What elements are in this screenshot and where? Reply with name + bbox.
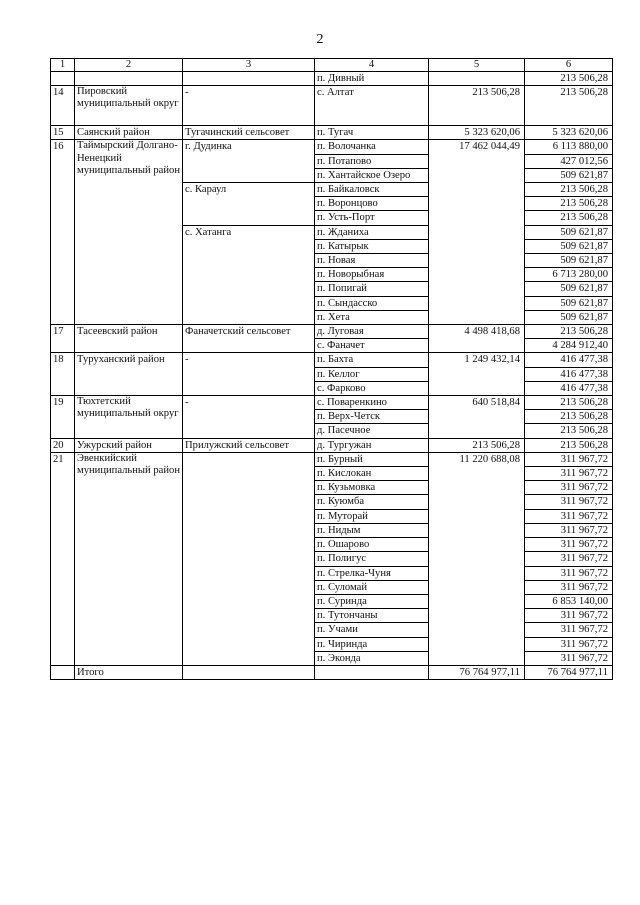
amount-cell: 5 323 620,06: [525, 126, 613, 140]
amount-cell: 6 713 280,00: [525, 268, 613, 282]
total-cell: 213 506,28: [429, 86, 525, 126]
amount-cell: 311 967,72: [525, 481, 613, 495]
amount-cell: 311 967,72: [525, 637, 613, 651]
settlement-cell: п. Кислокан: [315, 467, 429, 481]
col-header-5: 5: [429, 59, 525, 72]
settlement-cell: п. Келлог: [315, 367, 429, 381]
grand-total-cell: 76 764 977,11: [429, 665, 525, 679]
table-row: [51, 126, 613, 140]
amount-cell: 311 967,72: [525, 509, 613, 523]
amount-cell: 213 506,28: [525, 183, 613, 197]
settlement-cell: п. Учами: [315, 623, 429, 637]
settlement-cell: п. Бурный: [315, 452, 429, 466]
col-header-6: 6: [525, 59, 613, 72]
row-number: 18: [51, 353, 75, 396]
amount-cell: 213 506,28: [525, 86, 613, 126]
amount-cell: 509 621,87: [525, 282, 613, 296]
amount-cell: 213 506,28: [525, 211, 613, 225]
total-cell: 1 249 432,14: [429, 353, 525, 396]
subdivision-cell: -: [183, 396, 315, 439]
row-number: 21: [51, 452, 75, 665]
settlement-cell: д. Луговая: [315, 325, 429, 339]
row-number: 19: [51, 396, 75, 439]
settlement-cell: п. Усть-Порт: [315, 211, 429, 225]
amount-cell: 311 967,72: [525, 538, 613, 552]
total-row: [51, 665, 613, 679]
table-row: [51, 438, 613, 452]
settlement-cell: п. Верх-Четск: [315, 410, 429, 424]
amount-cell: 509 621,87: [525, 168, 613, 182]
settlement-cell: п. Полигус: [315, 552, 429, 566]
settlement-cell: п. Суломай: [315, 580, 429, 594]
amount-cell: 213 506,28: [525, 396, 613, 410]
amount-cell: 311 967,72: [525, 552, 613, 566]
subdivision-cell: г. Дудинка: [183, 140, 315, 183]
subdivision-cell: [183, 452, 315, 665]
col-header-3: 3: [183, 59, 315, 72]
district-cell: Эвенкийский муниципальный район: [75, 452, 183, 665]
settlement-cell: п. Попигай: [315, 282, 429, 296]
amount-cell: 4 284 912,40: [525, 339, 613, 353]
total-cell: 4 498 418,68: [429, 325, 525, 353]
settlement-cell: п. Кузьмовка: [315, 481, 429, 495]
subdivision-cell: Фаначетский сельсовет: [183, 325, 315, 353]
district-cell: Ужурский район: [75, 438, 183, 452]
subdivision-cell: -: [183, 86, 315, 126]
amount-cell: 311 967,72: [525, 623, 613, 637]
amount-cell: 213 506,28: [525, 424, 613, 438]
subdivision-cell: Прилужский сельсовет: [183, 438, 315, 452]
settlement-cell: п. Тугач: [315, 126, 429, 140]
table-row: [51, 353, 613, 367]
amount-cell: 311 967,72: [525, 452, 613, 466]
page-number: 2: [316, 32, 324, 47]
col-header-4: 4: [315, 59, 429, 72]
settlement-cell: п. Воронцово: [315, 197, 429, 211]
settlement-cell: п. Катырык: [315, 239, 429, 253]
settlement-cell: с. Поваренкино: [315, 396, 429, 410]
table-row: [51, 86, 613, 126]
row-number: 15: [51, 126, 75, 140]
settlement-cell: п. Стрелка-Чуня: [315, 566, 429, 580]
settlement-cell: д. Пасечное: [315, 424, 429, 438]
row-number: 20: [51, 438, 75, 452]
column-number-row: [51, 59, 613, 72]
amount-cell: 213 506,28: [525, 197, 613, 211]
total-cell: 213 506,28: [429, 438, 525, 452]
total-cell: 5 323 620,06: [429, 126, 525, 140]
settlement-cell: п. Сындасско: [315, 296, 429, 310]
settlement-cell: п. Куюмба: [315, 495, 429, 509]
allocation-table: [50, 58, 613, 680]
total-cell: 17 462 044,49: [429, 140, 525, 325]
settlement-cell: п. Новая: [315, 254, 429, 268]
amount-cell: 213 506,28: [525, 325, 613, 339]
amount-cell: 311 967,72: [525, 609, 613, 623]
amount-cell: 6 113 880,00: [525, 140, 613, 154]
settlement-cell: п. Нидым: [315, 523, 429, 537]
settlement-cell: п. Муторай: [315, 509, 429, 523]
amount-cell: 311 967,72: [525, 580, 613, 594]
col-header-1: 1: [51, 59, 75, 72]
settlement-cell: п. Потапово: [315, 154, 429, 168]
settlement-cell: п. Эконда: [315, 651, 429, 665]
amount-cell: 427 012,56: [525, 154, 613, 168]
amount-cell: 509 621,87: [525, 225, 613, 239]
amount-cell: 311 967,72: [525, 467, 613, 481]
settlement-cell: п. Новорыбная: [315, 268, 429, 282]
subdivision-cell: с. Караул: [183, 183, 315, 226]
settlement-cell: п. Ошарово: [315, 538, 429, 552]
amount-cell: 509 621,87: [525, 239, 613, 253]
amount-cell: 213 506,28: [525, 72, 613, 86]
row-number: 17: [51, 325, 75, 353]
total-cell: 640 518,84: [429, 396, 525, 439]
settlement-cell: п. Хантайское Озеро: [315, 168, 429, 182]
district-cell: Пировский муниципальный округ: [75, 86, 183, 126]
settlement-cell: с. Фарково: [315, 381, 429, 395]
grand-total-amount-cell: 76 764 977,11: [525, 665, 613, 679]
total-cell: 11 220 688,08: [429, 452, 525, 665]
settlement-cell: п. Бахта: [315, 353, 429, 367]
district-cell: Саянский район: [75, 126, 183, 140]
district-cell: Тасеевский район: [75, 325, 183, 353]
district-cell: Таймырский Долгано-Ненецкий муниципальный район: [75, 140, 183, 325]
row-number: 14: [51, 86, 75, 126]
settlement-cell: п. Волочанка: [315, 140, 429, 154]
subdivision-cell: с. Хатанга: [183, 225, 315, 324]
table-row: [51, 325, 613, 339]
district-cell: Тюхтетский муниципальный округ: [75, 396, 183, 439]
amount-cell: 509 621,87: [525, 296, 613, 310]
table-row: [51, 140, 613, 154]
amount-cell: 416 477,38: [525, 367, 613, 381]
amount-cell: 213 506,28: [525, 438, 613, 452]
table-row: [51, 452, 613, 466]
amount-cell: 416 477,38: [525, 353, 613, 367]
amount-cell: 213 506,28: [525, 410, 613, 424]
amount-cell: 509 621,87: [525, 310, 613, 324]
settlement-cell: п. Жданиха: [315, 225, 429, 239]
amount-cell: 509 621,87: [525, 254, 613, 268]
settlement-cell: д. Тургужан: [315, 438, 429, 452]
subdivision-cell: Тугачинский сельсовет: [183, 126, 315, 140]
settlement-cell: п. Хета: [315, 310, 429, 324]
amount-cell: 311 967,72: [525, 651, 613, 665]
settlement-cell: с. Алтат: [315, 86, 429, 126]
district-cell: Туруханский район: [75, 353, 183, 396]
total-label: Итого: [75, 665, 183, 679]
amount-cell: 311 967,72: [525, 495, 613, 509]
settlement-cell: п. Тутончаны: [315, 609, 429, 623]
settlement-cell: п. Дивный: [315, 72, 429, 86]
subdivision-cell: -: [183, 353, 315, 396]
amount-cell: 6 853 140,00: [525, 594, 613, 608]
settlement-cell: п. Чиринда: [315, 637, 429, 651]
col-header-2: 2: [75, 59, 183, 72]
amount-cell: 416 477,38: [525, 381, 613, 395]
amount-cell: 311 967,72: [525, 566, 613, 580]
settlement-cell: с. Фаначет: [315, 339, 429, 353]
table-row: [51, 72, 613, 86]
amount-cell: 311 967,72: [525, 523, 613, 537]
row-number: 16: [51, 140, 75, 325]
table-row: [51, 396, 613, 410]
settlement-cell: п. Байкаловск: [315, 183, 429, 197]
settlement-cell: п. Суринда: [315, 594, 429, 608]
